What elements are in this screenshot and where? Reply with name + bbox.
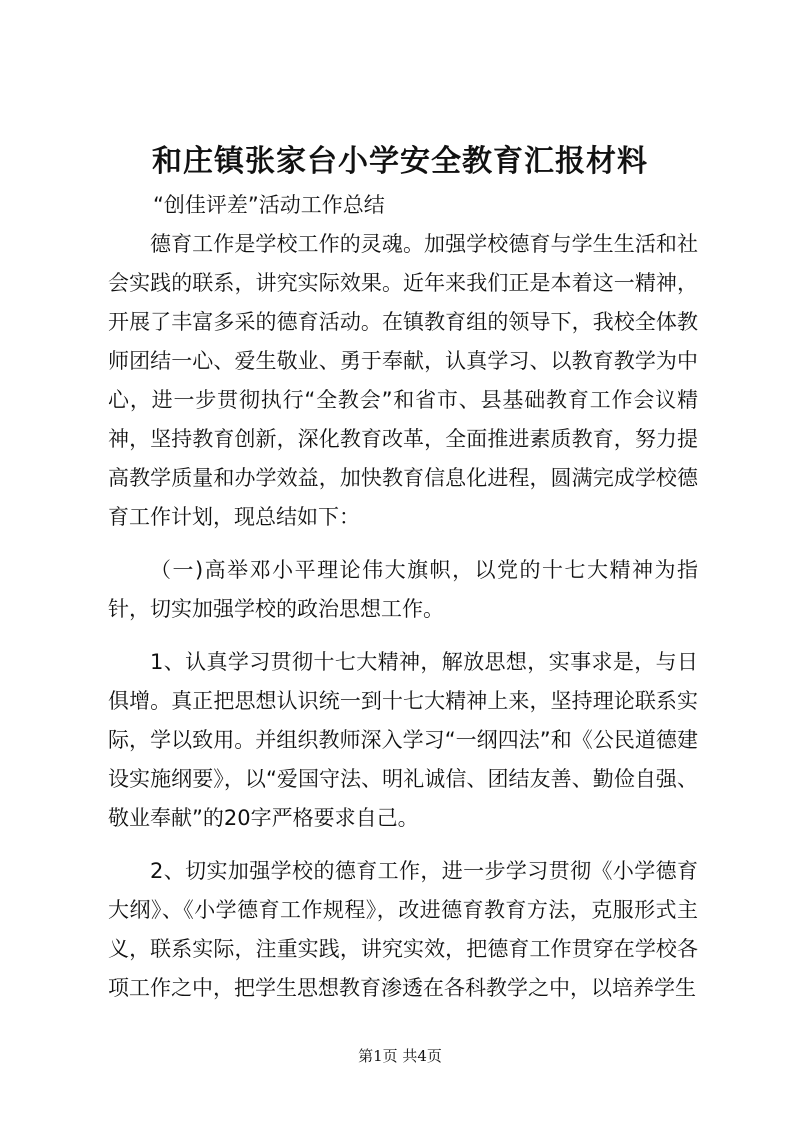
paragraph-section-one: （一)高举邓小平理论伟大旗帜，以党的十七大精神为指针，切实加强学校的政治思想工作。 [108,558,698,621]
document-body [108,186,698,1008]
document-subtitle: “创佳评差”活动工作总结 [153,193,385,217]
document-title: 和庄镇张家台小学安全教育汇报材料 [152,144,648,179]
paragraph-item-two: 2、切实加强学校的德育工作，进一步学习贯彻《小学德育大纲》、《小学德育工作规程》，改进德育教育方法，克服形式主义，联系实际，注重实践，讲究实效，把德育工作贯穿在学校各项工作之中，把学生思想教育渗透在各科教学之中，以培养学生 [108,859,698,1000]
paragraph-item-one: 1、认真学习贯彻十七大精神，解放思想，实事求是，与日俱增。真正把思想认识统一到十七大精神上来，坚持理论联系实际，学以致用。并组织教师深入学习“一纲四法”和《公民道德建设实施纲要》，以“爱国守法、明礼诚信、团结友善、勤俭自强、敬业奉献”的20字严格要求自己。 [108,650,698,830]
paragraph-intro: 德育工作是学校工作的灵魂。加强学校德育与学生生活和社会实践的联系，讲究实际效果。近年来我们正是本着这一精神，开展了丰富多采的德育活动。在镇教育组的领导下，我校全体教师团结一心、爱生敬业、勇于奉献，认真学习、以教育教学为中心，进一步贯彻执行“全教会”和省市、县基础教育工作会议精神，坚持教育创新，深化教育改革，全面推进素质教育，努力提高教学质量和办学效益，加快教育信息化进程，圆满完成学校德育工作计划，现总结如下： [108,232,698,529]
page-number-footer: 第1页 共4页 [358,1047,442,1065]
